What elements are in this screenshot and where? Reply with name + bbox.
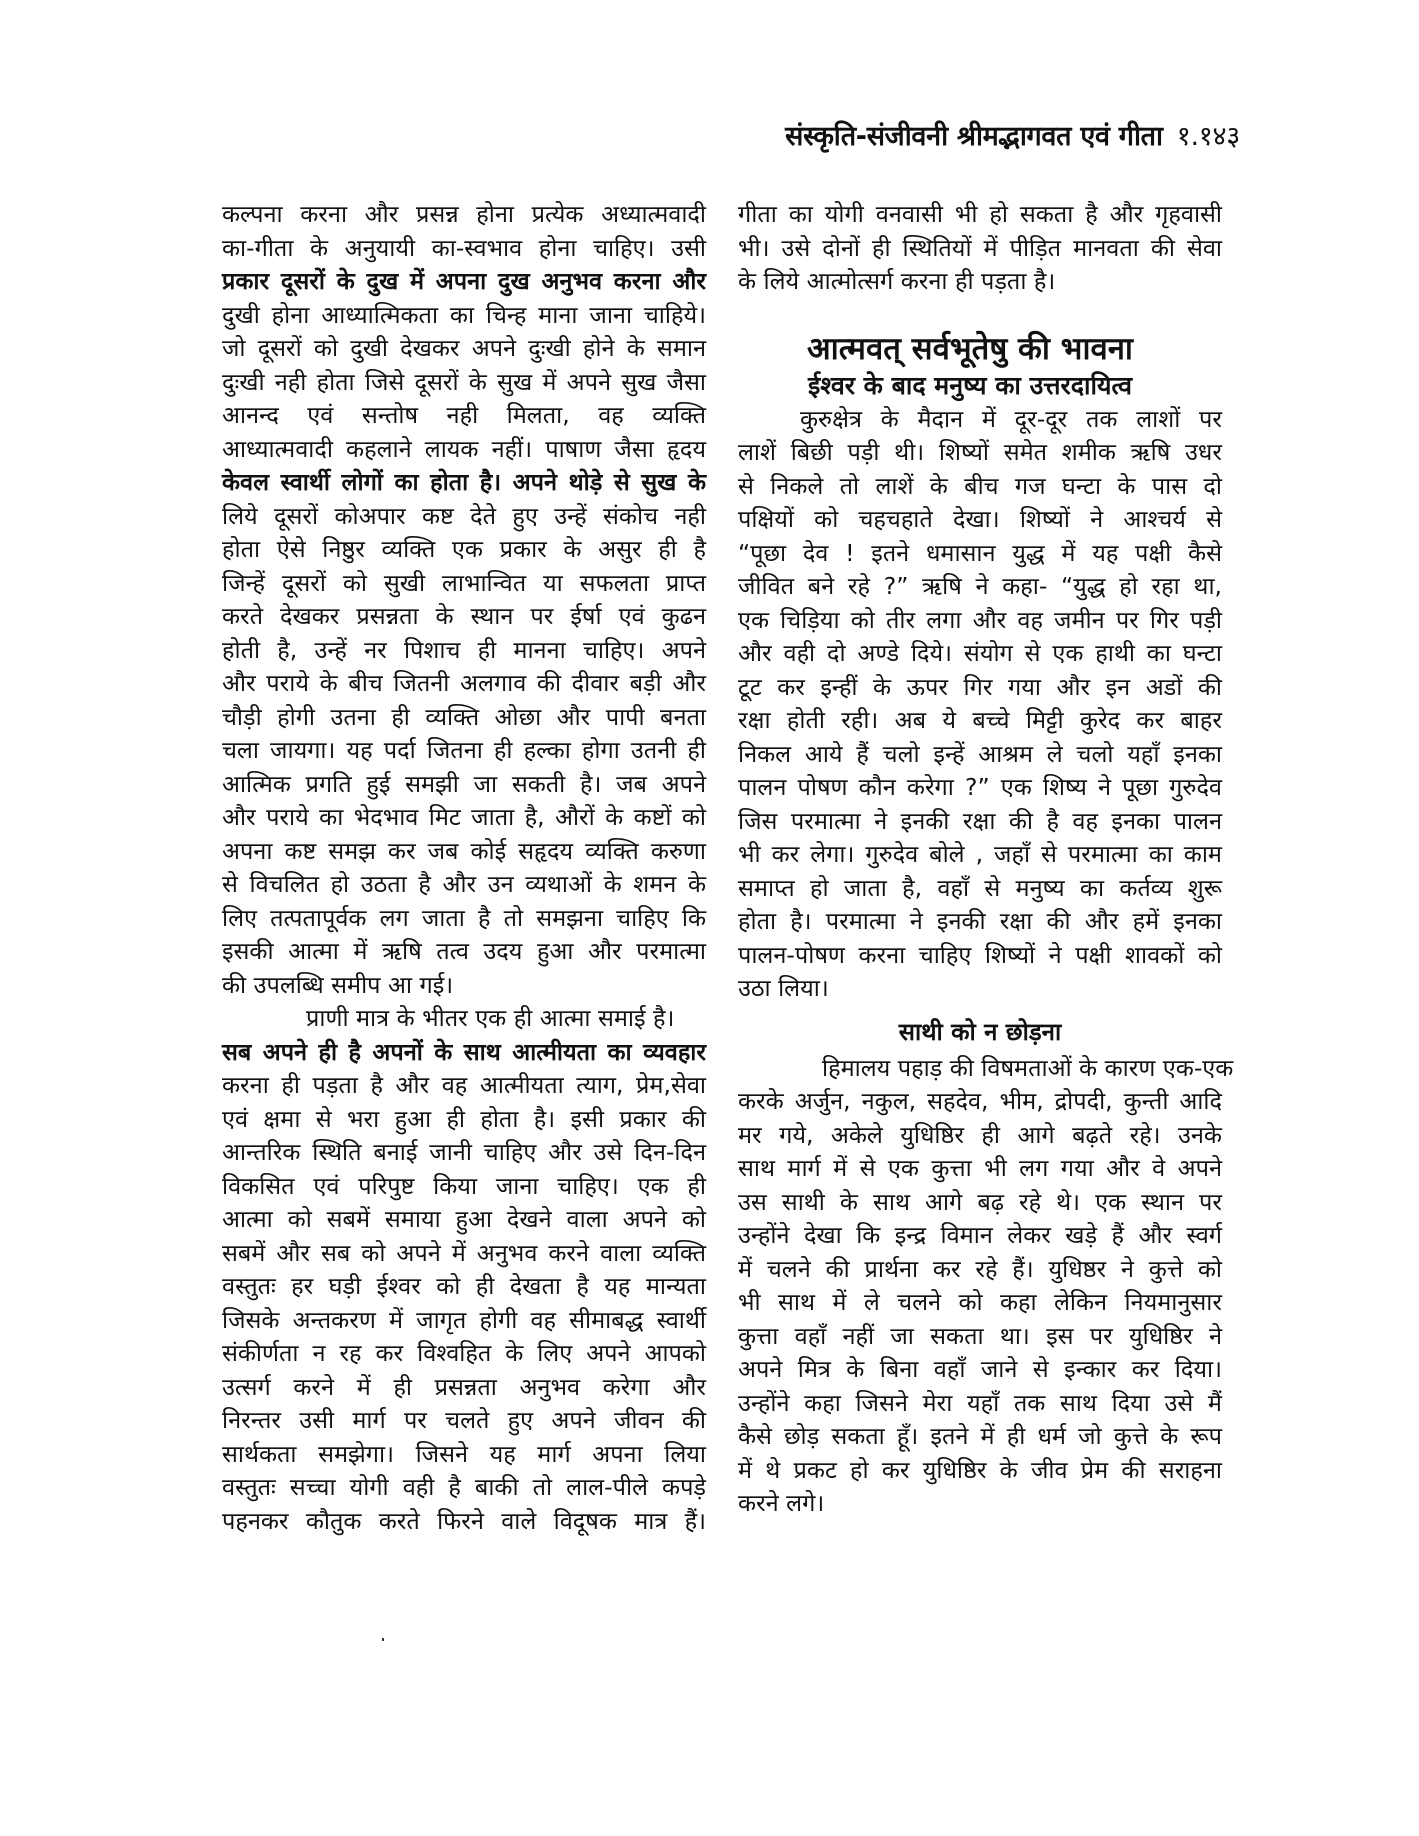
text-line: कुरुक्षेत्र के मैदान में दूर-दूर तक लाशों पर [800,404,1222,433]
text-line: जो दूसरों को दुखी देखकर अपने दुःखी होने के समान [222,334,706,362]
text-line: कुत्ता वहाँ नहीं जा सकता था। इस पर युधिष्ठिर ने [738,1321,1222,1350]
text-line: लिये दूसरों कोअपार कष्ट देते हुए उन्हें संकोच नही [222,501,706,530]
text-line: सब अपने ही है अपनों के साथ आत्मीयता का व्यवहार [222,1037,706,1066]
text-line: आनन्द एवं सन्तोष नही मिलता, वह व्यक्ति [222,401,706,429]
text-line: की उपलब्धि समीप आ गई। [222,970,454,999]
text-line: उत्सर्ग करने में ही प्रसन्नता अनुभव करेगा और [222,1372,706,1401]
text-line: उन्होंने कहा जिसने मेरा यहाँ तक साथ दिया उसे मैं [738,1388,1222,1417]
left-column [222,198,706,1538]
text-line: उठा लिया। [738,974,829,1002]
text-line: “पूछा देव ! इतने धमासान युद्ध में यह पक्षी कैसे [738,538,1222,567]
text-line: दुःखी नही होता जिसे दूसरों के सुख में अपने सुख जैसा [222,367,706,396]
text-line: जिस परमात्मा ने इनकी रक्षा की है वह इनका पालन [738,806,1222,835]
text-line: टूट कर इन्हीं के ऊपर गिर गया और इन अडों की [738,672,1222,701]
text-line: होता है। परमात्मा ने इनकी रक्षा की और हमें इनका [738,907,1222,935]
text-line: जिन्हें दूसरों को सुखी लाभान्वित या सफलता प्राप्त [222,568,706,597]
text-line: गीता का योगी वनवासी भी हो सकता है और गृहवासी [738,200,1222,228]
text-line: होती है, उन्हें नर पिशाच ही मानना चाहिए। अपने [222,635,706,664]
text-line: भी। उसे दोनों ही स्थितियों में पीड़ित मानवता की सेवा [738,233,1222,262]
text-line: होता ऐसे निष्ठुर व्यक्ति एक प्रकार के असुर ही है [222,535,706,563]
text-line: आत्मा को सबमें समाया हुआ देखने वाला अपने को [222,1205,706,1233]
text-line: कैसे छोड़ सकता हूँ। इतने में ही धर्म जो कुत्ते के रूप [738,1422,1222,1450]
left-paragraph-2 [222,1002,706,1538]
text-line: भी साथ में ले चलने को कहा लेकिन नियमानुसार [738,1288,1222,1316]
text-line: केवल स्वार्थी लोगों का होता है। अपने थोड़े से सुख के [222,468,706,496]
text-line: चला जायगा। यह पर्दा जितना ही हल्का होगा उतनी ही [222,736,706,764]
text-line: का-गीता के अनुयायी का-स्वभाव होना चाहिए। उसी [222,233,706,262]
right-intro-paragraph [738,198,1222,299]
running-title: संस्कृति-संजीवनी श्रीमद्भागवत एवं गीता [785,121,1163,152]
text-line: उन्होंने देखा कि इन्द्र विमान लेकर खड़े हैं और स्वर्ग [738,1221,1222,1249]
text-line: सार्थकता समझेगा। जिसने यह मार्ग अपना लिया [222,1439,706,1468]
text-line: चौड़ी होगी उतना ही व्यक्ति ओछा और पापी बनता [222,702,706,731]
text-line: समाप्त हो जाता है, वहाँ से मनुष्य का कर्तव्य शुरू [738,873,1222,902]
text-line: रक्षा होती रही। अब ये बच्चे मिट्टी कुरेद कर बाहर [738,706,1222,734]
text-line: से निकले तो लाशें के बीच गज घन्टा के पास दो [738,471,1222,500]
scan-speck [382,1638,384,1641]
text-line: लिए तत्पतापूर्वक लग जाता है तो समझना चाहिए कि [222,903,706,932]
left-paragraph-1 [222,198,706,1002]
text-line: करना ही पड़ता है और वह आत्मीयता त्याग, प्रेम,सेवा [222,1071,706,1099]
text-line: सबमें और सब को अपने में अनुभव करने वाला व्यक्ति [222,1238,706,1267]
section-saathi [738,1012,1234,1521]
text-line: वस्तुतः हर घड़ी ईश्वर को ही देखता है यह मान्यता [222,1272,706,1300]
text-line: पालन-पोषण करना चाहिए शिष्यों ने पक्षी शावकों को [738,940,1222,969]
running-header [740,116,1240,153]
text-line: आन्तरिक स्थिति बनाई जानी चाहिए और उसे दिन-दिन [222,1138,706,1166]
text-line: संकीर्णता न रह कर विश्वहित के लिए अपने आपको [222,1339,706,1367]
text-line: प्रकार दूसरों के दुख में अपना दुख अनुभव करना और [222,267,706,295]
text-line: जिसके अन्तकरण में जागृत होगी वह सीमाबद्ध स्वार्थी [222,1305,706,1334]
text-line: साथ मार्ग में से एक कुत्ता भी लग गया और वे अपने [738,1154,1222,1182]
page-number: १.१४३ [1176,121,1240,152]
text-line: दुखी होना आध्यात्मिकता का चिन्ह माना जाना चाहिये। [222,300,706,329]
text-line: करने लगे। [738,1489,825,1517]
text-line: एवं क्षमा से भरा हुआ ही होता है। इसी प्रकार की [222,1104,706,1133]
text-line: अपने मित्र के बिना वहाँ जाने से इन्कार कर दिया। [738,1355,1222,1383]
subsection-title: साथी को न छोड़ना [898,1017,1062,1046]
text-line: आध्यात्मवादी कहलाने लायक नहीं। पाषाण जैसा हृदय [222,434,706,463]
text-line: पहनकर कौतुक करते फिरने वाले विदूषक मात्र हैं। [222,1506,706,1535]
text-line: कल्पना करना और प्रसन्न होना प्रत्येक अध्यात्मवादी [222,200,706,228]
text-line: लाशें बिछी पड़ी थी। शिष्यों समेत शमीक ऋषि उधर [738,438,1222,466]
text-line: उस साथी के साथ आगे बढ़ रहे थे। एक स्थान पर [738,1187,1222,1216]
text-line: करते देखकर प्रसन्नता के स्थान पर ईर्षा एवं कुढन [222,602,706,630]
text-line: के लिये आत्मोत्सर्ग करना ही पड़ता है। [738,267,1056,295]
section-title: आत्मवत् सर्वभूतेषु की भावना [807,330,1133,367]
text-line: एक चिड़िया को तीर लगा और वह जमीन पर गिर पड़ी [738,605,1222,634]
text-line: मर गये, अकेले युधिष्ठिर ही आगे बढ़ते रहे। उनके [738,1120,1222,1149]
text-line: पालन पोषण कौन करेगा ?” एक शिष्य ने पूछा गुरुदेव [738,773,1222,801]
text-line: निरन्तर उसी मार्ग पर चलते हुए अपने जीवन की [222,1406,706,1434]
section-atmavat [738,329,1222,1006]
text-line: और पराये के बीच जितनी अलगाव की दीवार बड़ी और [222,669,706,697]
text-line: और पराये का भेदभाव मिट जाता है, औरों के कष्टों को [222,803,706,831]
text-line: और वही दो अण्डे दिये। संयोग से एक हाथी का घन्टा [738,639,1222,667]
text-line: जीवित बने रहे ?” ऋषि ने कहा- “युद्ध हो रहा था, [738,572,1222,600]
text-line: से विचलित हो उठता है और उन व्यथाओं के शमन के [222,870,706,898]
text-line: निकल आये हैं चलो इन्हें आश्रम ले चलो यहाँ इनका [738,739,1222,768]
text-line: करके अर्जुन, नकुल, सहदेव, भीम, द्रोपदी, कुन्ती आदि [738,1087,1222,1115]
text-line: इसकी आत्मा में ऋषि तत्व उदय हुआ और परमात्मा [222,937,706,965]
text-line: प्राणी मात्र के भीतर एक ही आत्मा समाई है। [306,1004,675,1032]
text-line: में चलने की प्रार्थना कर रहे हैं। युधिष्ठर ने कुत्ते को [738,1254,1222,1283]
right-column [738,198,1234,1521]
text-line: हिमालय पहाड़ की विषमताओं के कारण एक-एक [822,1053,1234,1082]
text-line: भी कर लेगा। गुरुदेव बोले , जहाँ से परमात्मा का काम [738,840,1222,868]
text-line: पक्षियों को चहचहाते देखा। शिष्यों ने आश्चर्य से [738,505,1222,533]
text-line: आत्मिक प्रगति हुई समझी जा सकती है। जब अपने [222,769,706,798]
text-line: में थे प्रकट हो कर युधिष्ठिर के जीव प्रेम की सराहना [738,1455,1222,1484]
text-line: वस्तुतः सच्चा योगी वही है बाकी तो लाल-पीले कपड़े [222,1473,706,1501]
text-line: विकसित एवं परिपुष्ट किया जाना चाहिए। एक ही [222,1171,706,1200]
section-subtitle: ईश्वर के बाद मनुष्य का उत्तरदायित्व [807,370,1133,400]
text-line: अपना कष्ट समझ कर जब कोई सहृदय व्यक्ति करुणा [222,836,706,865]
